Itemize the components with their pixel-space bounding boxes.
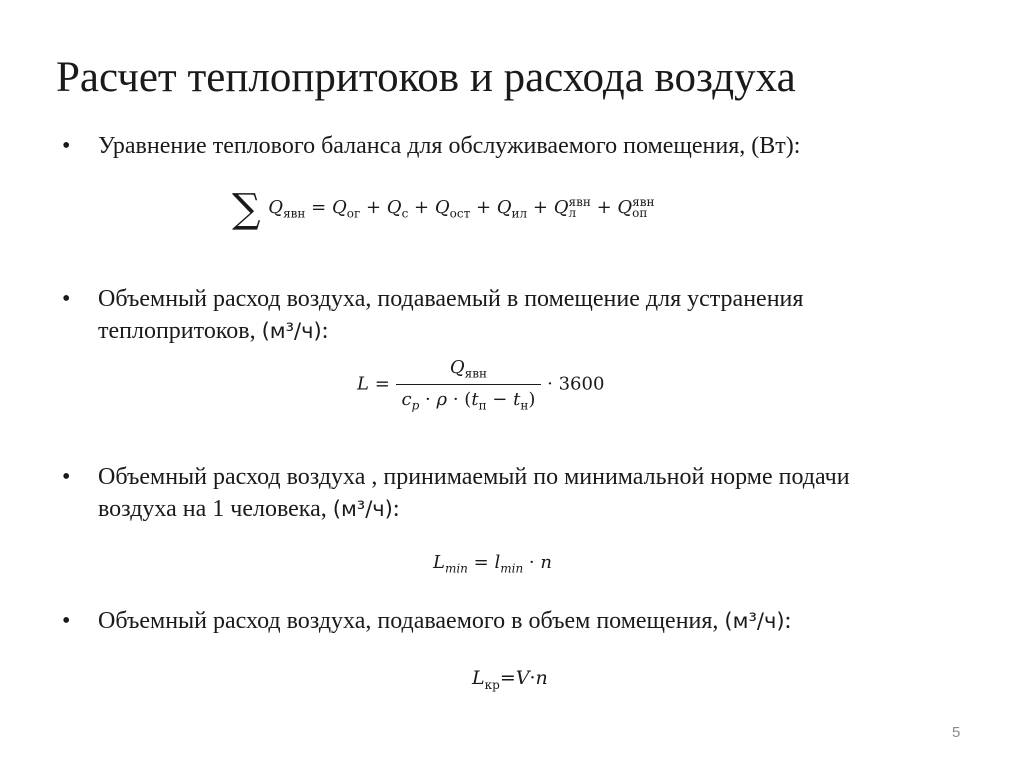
slide-title: Расчет теплопритоков и расхода воздуха [56,54,796,101]
fraction: $\frac{Q_{явн}}{c_p \cdot \rho \cdot (t_п - t_н)}$ [396,357,542,412]
unit-label: (м³/ч) [724,609,785,633]
formula-volume: $L_{кр}=V\cdot n$ [472,667,548,692]
bullet-dot: • [62,133,71,159]
page-number: 5 [952,724,961,741]
bullet-dot: • [62,464,71,490]
formula-heat-balance: ∑ $Q_{явн} = Q_{ог} + Q_с + Q_{ост} + Q_{ил} + Q$ явн л + Q явн оп [232,186,655,232]
bullet-text: Объемный расход воздуха, подаваемый в помещение для устранения теплопритоков, [98,286,804,344]
unit-label: (м³/ч) [332,497,393,521]
formula-airflow: L = $\frac{Q_{явн}}{c_p \cdot \rho \cdot (t_п - t_н)}$ · 3600 [357,357,605,413]
bullet-dot: • [62,608,71,634]
bullet-text: Уравнение теплового баланса для обслуживаемого помещения, (Вт): [98,133,801,159]
bullet-dot: • [62,286,71,312]
unit-label: (м³/ч) [261,319,322,343]
bullet-text: Объемный расход воздуха , принимаемый по минимальной норме подачи воздуха на 1 человека, [98,464,850,522]
bullet-text: Объемный расход воздуха, подаваемого в объем помещения, [98,608,725,634]
formula-min-norm: $L_{min} = l_{min} \cdot n$ [433,552,552,576]
sum-symbol: ∑ [232,186,261,232]
